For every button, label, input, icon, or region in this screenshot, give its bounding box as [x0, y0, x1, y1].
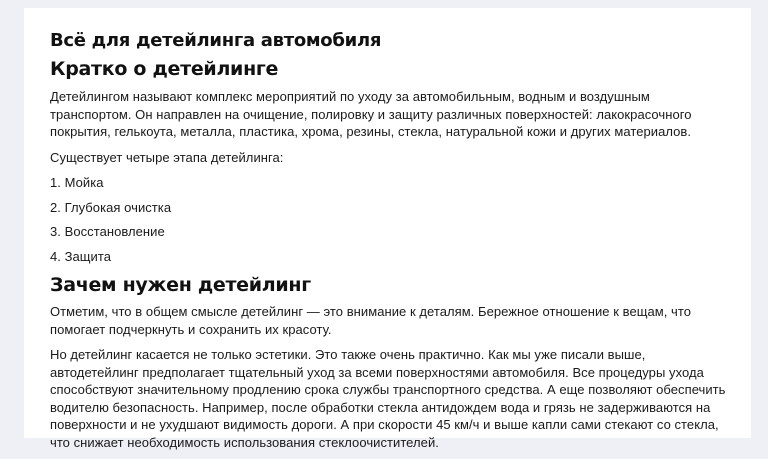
- list-item-stage-1: 1. Мойка: [50, 175, 104, 190]
- list-item-stage-2: 2. Глубокая очистка: [50, 199, 172, 215]
- stages-list: [50, 174, 730, 265]
- paragraph-why-1: Отметим, что в общем смысле детейлинг — это внимание к деталям. Бережное отношение к вещам, что помогает подчеркнуть и сохранить их красоту.: [50, 304, 692, 337]
- paragraph-why-2: Но детейлинг касается не только эстетики. Это также очень практично. Как мы уже писали выше, автодетейлинг предполагает тщательный уход за всеми поверхностями автомобиля. Все процедуры ухода способствуют значительному продлению срока службы транспортного средства. А еще позволяют обеспечить водителю безопасность. Например, после обработки стекла антидождем вода и грязь не задерживаются на поверхности и не ухудшают видимость дороги. А при скорости 45 км/ч и выше капли сами стекают со стекла, что снижает необходимость использования стеклоочистителей.: [50, 347, 726, 450]
- list-item-stage-3: 3. Восстановление: [50, 224, 165, 239]
- article-content: [50, 30, 730, 459]
- article-page: [24, 8, 751, 450]
- page-title: Всё для детейлинга автомобиля: [50, 30, 382, 51]
- section-heading-why: Зачем нужен детейлинг: [50, 274, 311, 296]
- section-heading-about: Кратко о детейлинге: [50, 58, 279, 80]
- paragraph-stages-intro: Существует четыре этапа детейлинга:: [50, 149, 284, 165]
- list-item-stage-4: 4. Защита: [50, 248, 111, 264]
- paragraph-intro: Детейлингом называют комплекс мероприятий по уходу за автомобильным, водным и воздушным транспортом. Он направлен на очищение, полировку и защиту различных поверхностей: лакокрасочного покрытия, гелькоута, металла, пластика, хрома, резины, стекла, натуральной кожи и других материалов.: [50, 89, 692, 139]
